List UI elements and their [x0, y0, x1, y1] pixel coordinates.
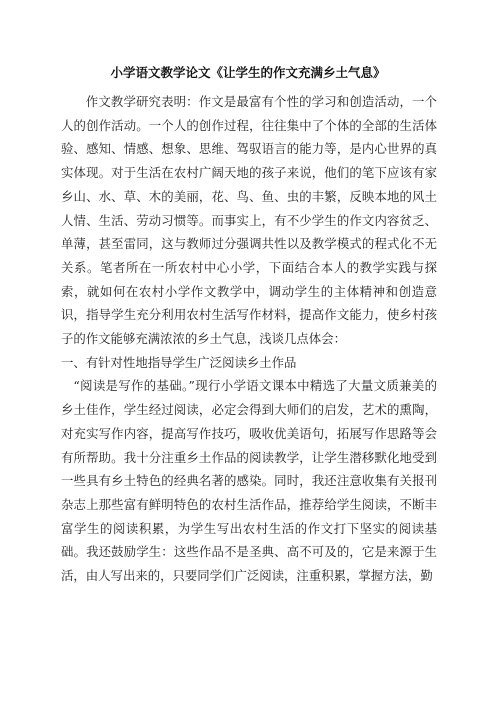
paragraph-intro: 作文教学研究表明：作文是最富有个性的学习和创造活动，一个人的创作活动。一个人的创作过程，往往集中了个体的全部的生活体验、感知、情感、想象、思维、驾驭语言的能力等，是内心世界的真实体现。对于生活在农村广阔天地的孩子来说，他们的笔下应该有家乡山、水、草、木的美丽，花、鸟、鱼、虫的丰繁，反映本地的风土人情、生活、劳动习惯等。而事实上，有不少学生的作文内容贫乏、单薄，甚至雷同，这与教师过分强调共性以及教学模式的程式化不无关系。笔者所在一所农村中心小学，下面结合本人的教学实践与探索，就如何在农村小学作文教学中，调动学生的主体精神和创造意识，指导学生充分利用农村生活写作材料，提高作文能力，使乡村孩子的作文能够充满浓浓的乡土气息，浅谈几点体会： [61, 94, 437, 347]
document-title: 小学语文教学论文《让学生的作文充满乡土气息》 [110, 65, 386, 80]
section-heading-1: 一、有针对性地指导学生广泛阅读乡土作品 [61, 354, 297, 370]
paragraph-reading: “阅读是写作的基础。”现行小学语文课本中精选了大量文质兼美的乡土佳作，学生经过阅读，必定会得到大师们的启发，艺术的熏陶，对充实写作内容，提高写作技巧，吸收优美语句，拓展写作思路等会有所帮助。我十分注重乡土作品的阅读教学，让学生潜移默化地受到一些具有乡土特色的经典名著的感染。同时，我还注意收集有关报刊杂志上那些富有鲜明特色的农村生活作品，推荐给学生阅读，不断丰富学生的阅读积累，为学生写出农村生活的作文打下坚实的阅读基础。我还鼓励学生：这些作品不是圣典、高不可及的，它是来源于生活，由人写出来的，只要同学们广泛阅读，注重积累，掌握方法，勤 [61, 378, 437, 584]
document-body [61, 90, 437, 588]
